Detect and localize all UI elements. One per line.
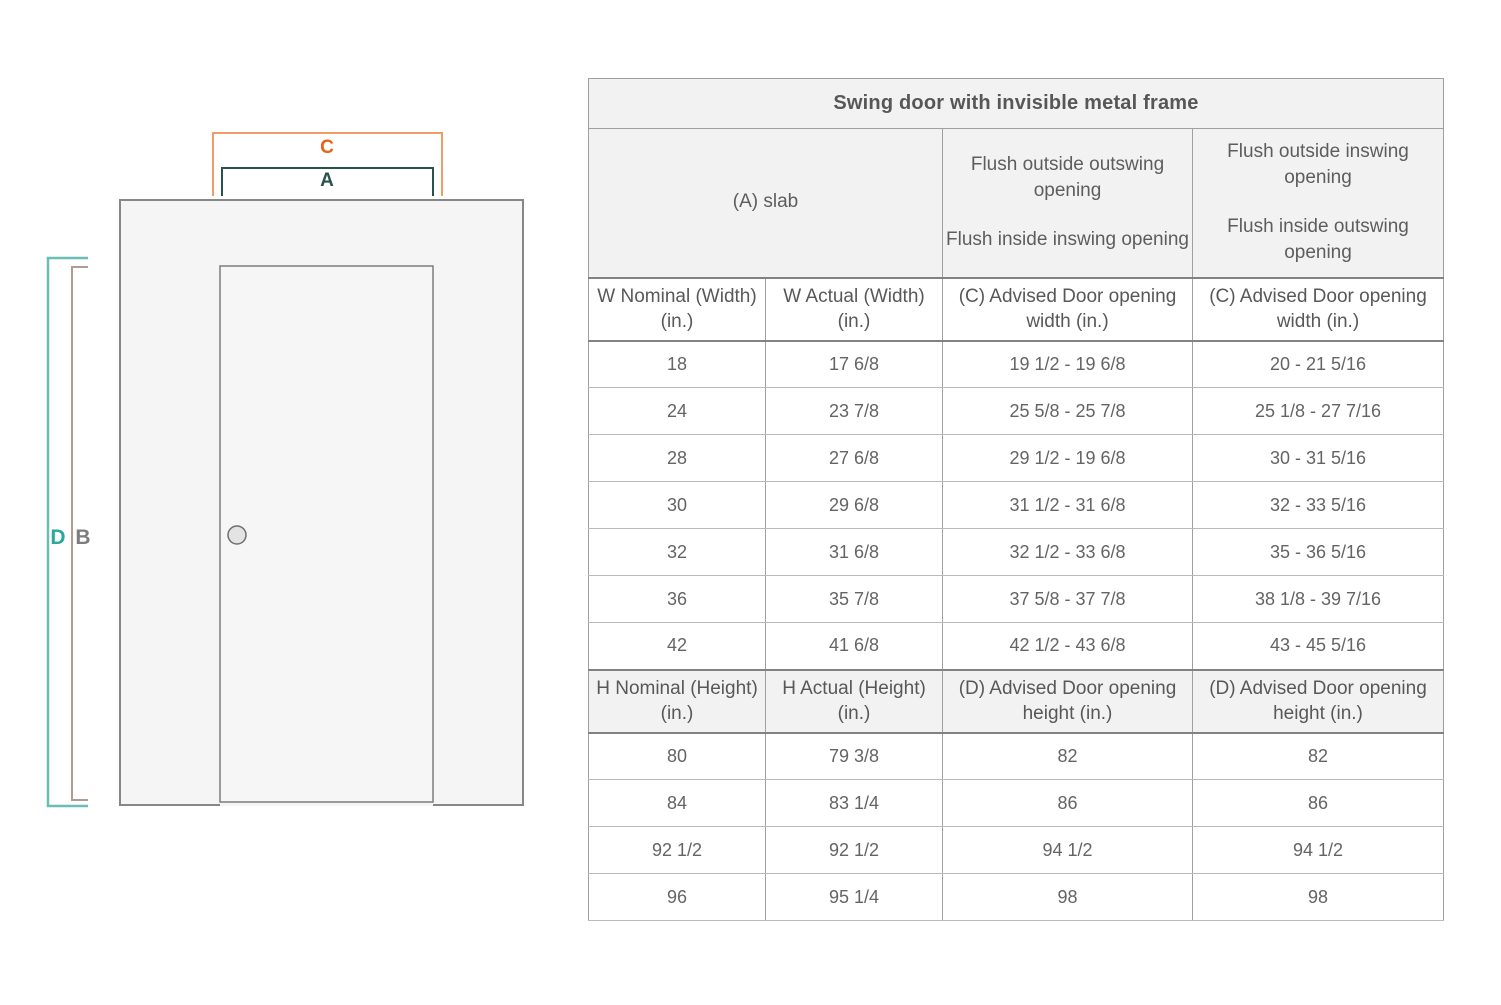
table-cell: 86 bbox=[943, 780, 1193, 827]
table-cell: 29 6/8 bbox=[766, 482, 943, 529]
table-row bbox=[589, 827, 1444, 874]
table-row bbox=[589, 129, 1444, 278]
table-cell: 29 1/2 - 19 6/8 bbox=[943, 435, 1193, 482]
door-slab bbox=[220, 266, 433, 802]
table-cell: 83 1/4 bbox=[766, 780, 943, 827]
table-cell: 23 7/8 bbox=[766, 388, 943, 435]
table-cell: 17 6/8 bbox=[766, 341, 943, 388]
w-nominal-header: W Nominal (Width) (in.) bbox=[589, 278, 766, 341]
table-cell: 79 3/8 bbox=[766, 733, 943, 780]
h-actual-header: H Actual (Height) (in.) bbox=[766, 670, 943, 733]
table-cell: 25 1/8 - 27 7/16 bbox=[1193, 388, 1444, 435]
table-cell: 41 6/8 bbox=[766, 623, 943, 670]
table-cell: 35 7/8 bbox=[766, 576, 943, 623]
inswing-line1: Flush outside inswing opening bbox=[1227, 140, 1409, 189]
table-cell: 38 1/8 - 39 7/16 bbox=[1193, 576, 1444, 623]
table-row bbox=[589, 341, 1444, 388]
table-cell: 42 1/2 - 43 6/8 bbox=[943, 623, 1193, 670]
outswing-line1: Flush outside outswing opening bbox=[970, 153, 1165, 202]
h-nominal-header: H Nominal (Height) (in.) bbox=[589, 670, 766, 733]
dimension-label-d: D bbox=[50, 526, 66, 549]
advised-height-header-1: (D) Advised Door opening height (in.) bbox=[943, 670, 1193, 733]
table-cell: 43 - 45 5/16 bbox=[1193, 623, 1444, 670]
dimension-label-b: B bbox=[75, 526, 91, 549]
table-cell: 32 bbox=[589, 529, 766, 576]
table-row bbox=[589, 780, 1444, 827]
dimension-label-c: C bbox=[320, 137, 334, 158]
table-row bbox=[589, 670, 1444, 733]
table-cell: 32 - 33 5/16 bbox=[1193, 482, 1444, 529]
advised-height-header-2: (D) Advised Door opening height (in.) bbox=[1193, 670, 1444, 733]
table-cell: 35 - 36 5/16 bbox=[1193, 529, 1444, 576]
table-row bbox=[589, 623, 1444, 670]
table-cell: 42 bbox=[589, 623, 766, 670]
table-row bbox=[589, 278, 1444, 341]
table-cell: 30 bbox=[589, 482, 766, 529]
table-cell: 28 bbox=[589, 435, 766, 482]
door-diagram-svg bbox=[0, 0, 588, 1000]
table-cell: 94 1/2 bbox=[1193, 827, 1444, 874]
table-cell: 82 bbox=[943, 733, 1193, 780]
table-row bbox=[589, 435, 1444, 482]
slab-header: (A) slab bbox=[589, 129, 943, 278]
inswing-opening-header bbox=[1193, 129, 1444, 278]
advised-width-header-1: (C) Advised Door opening width (in.) bbox=[943, 278, 1193, 341]
table-cell: 94 1/2 bbox=[943, 827, 1193, 874]
table-cell: 31 1/2 - 31 6/8 bbox=[943, 482, 1193, 529]
table-cell: 92 1/2 bbox=[766, 827, 943, 874]
table-cell: 37 5/8 - 37 7/8 bbox=[943, 576, 1193, 623]
table-cell: 96 bbox=[589, 874, 766, 921]
table-cell: 80 bbox=[589, 733, 766, 780]
table-cell: 25 5/8 - 25 7/8 bbox=[943, 388, 1193, 435]
table-cell: 20 - 21 5/16 bbox=[1193, 341, 1444, 388]
table-cell: 31 6/8 bbox=[766, 529, 943, 576]
table-cell: 27 6/8 bbox=[766, 435, 943, 482]
door-knob-icon bbox=[228, 526, 246, 544]
dimension-label-a: A bbox=[320, 170, 334, 191]
outswing-opening-header bbox=[943, 129, 1193, 278]
table-cell: 82 bbox=[1193, 733, 1444, 780]
inswing-line2: Flush inside outswing opening bbox=[1227, 215, 1409, 264]
table-cell: 98 bbox=[1193, 874, 1444, 921]
table-cell: 98 bbox=[943, 874, 1193, 921]
table-row bbox=[589, 874, 1444, 921]
table-row bbox=[589, 529, 1444, 576]
table-cell: 32 1/2 - 33 6/8 bbox=[943, 529, 1193, 576]
table-cell: 95 1/4 bbox=[766, 874, 943, 921]
door-diagram bbox=[0, 0, 588, 1000]
table-cell: 92 1/2 bbox=[589, 827, 766, 874]
table-row bbox=[589, 576, 1444, 623]
table-row bbox=[589, 733, 1444, 780]
table-cell: 30 - 31 5/16 bbox=[1193, 435, 1444, 482]
table-cell: 84 bbox=[589, 780, 766, 827]
table-title: Swing door with invisible metal frame bbox=[589, 79, 1444, 129]
table-row bbox=[589, 388, 1444, 435]
advised-width-header-2: (C) Advised Door opening width (in.) bbox=[1193, 278, 1444, 341]
table-cell: 18 bbox=[589, 341, 766, 388]
table-cell: 19 1/2 - 19 6/8 bbox=[943, 341, 1193, 388]
table-cell: 36 bbox=[589, 576, 766, 623]
w-actual-header: W Actual (Width) (in.) bbox=[766, 278, 943, 341]
table-row bbox=[589, 79, 1444, 129]
outswing-line2: Flush inside inswing opening bbox=[946, 229, 1189, 251]
table-cell: 86 bbox=[1193, 780, 1444, 827]
table-cell: 24 bbox=[589, 388, 766, 435]
door-size-table bbox=[588, 78, 1444, 921]
table-row bbox=[589, 482, 1444, 529]
